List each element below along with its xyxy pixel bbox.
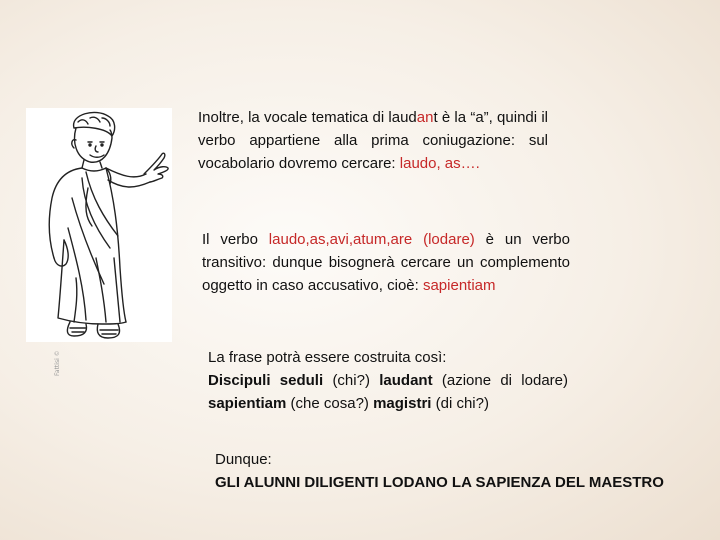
paragraph-conclusion [215,448,675,494]
p4-intro: Dunque: [215,451,272,468]
p3-genitive: magistri [373,395,432,412]
p1-highlight-vowel: an [416,109,434,126]
toga-figure-icon [26,108,172,342]
p2-highlight-object: sapientiam [422,277,496,294]
p3-subject: Discipuli seduli [208,372,324,389]
paragraph-construction [208,346,568,415]
p2-text-1: Il verbo [202,231,269,248]
p1-text-1: Inoltre, la vocale tematica di laud [198,109,417,126]
p1-text-2: t è la “a”, quindi il verbo appartiene alla prima coniugazione: sul vocabolario dovremo cercare: [198,109,548,172]
p2-highlight-paradigm: laudo,as,avi,atum,are (lodare) [268,231,475,248]
p3-intro: La frase potrà essere costruita così: [208,349,447,366]
paragraph-vowel [198,106,548,175]
p3-object: sapientiam [208,395,287,412]
p3-sentence [208,369,568,415]
p2-text-2: è un verbo transitivo: dunque bisognerà cercare un complemento oggetto in caso accusativo, cioè: [202,231,570,294]
p4-translation: GLI ALUNNI DILIGENTI LODANO LA SAPIENZA DEL MAESTRO [215,474,664,491]
p3-note-4: (di chi?) [431,395,489,412]
roman-orator-illustration [26,108,172,376]
illustration-credit: Fattisi © [54,350,61,376]
p3-note-3: (che cosa?) [286,395,374,412]
p3-note-1: (chi?) [323,372,380,389]
paragraph-transitive [202,228,570,297]
p3-verb: laudant [379,372,433,389]
p1-highlight-lemma: laudo, as…. [399,155,480,172]
p3-note-2: (azione di lodare) [432,372,568,389]
